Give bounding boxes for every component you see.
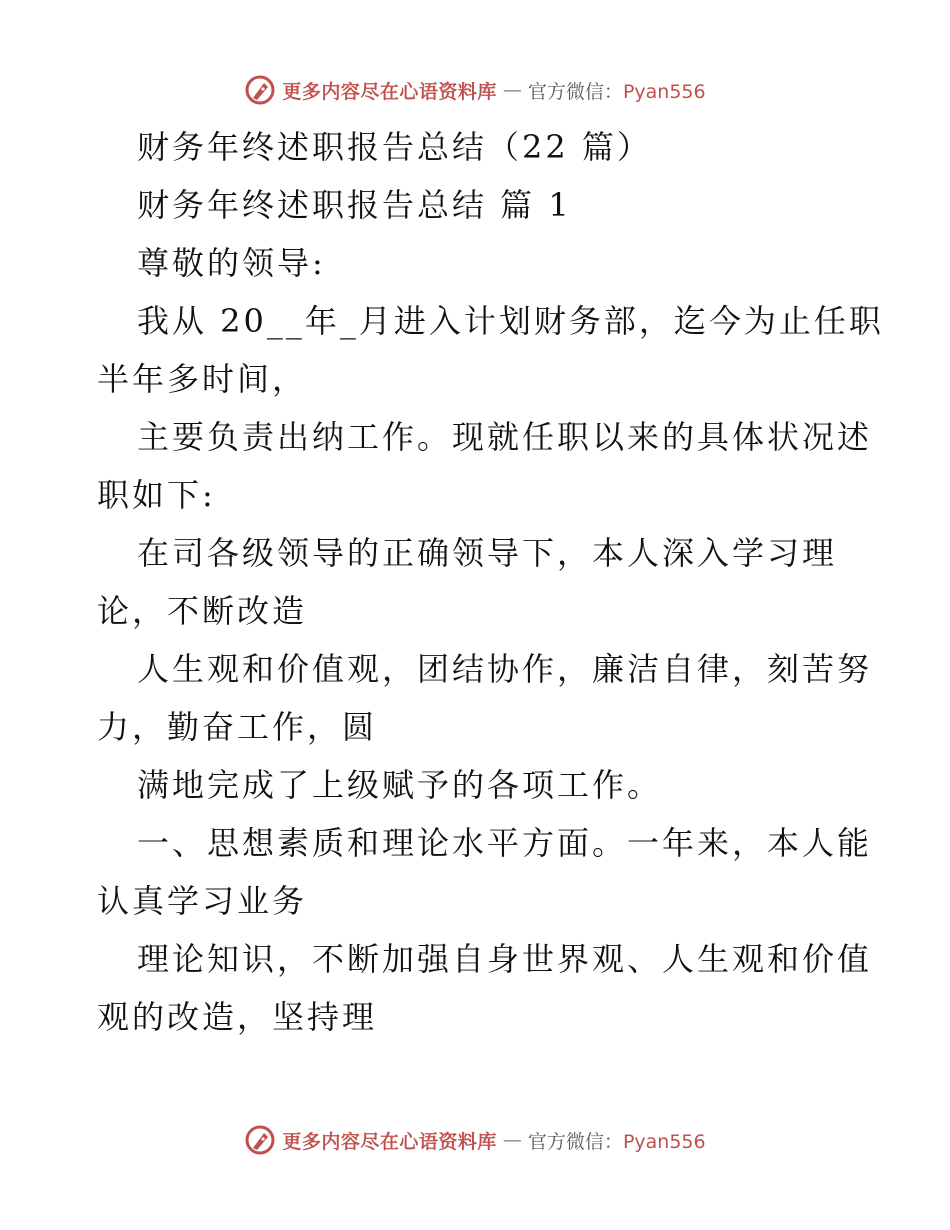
banner-wechat-label: 官方微信： xyxy=(527,80,623,103)
paragraph-line: 我从 20__年_月进入计划财务部，迄今为止任职 xyxy=(137,302,884,340)
pen-nib-circle-icon xyxy=(244,1124,276,1156)
footer-banner xyxy=(0,1120,950,1160)
banner-text: 更多内容尽在心语资料库 xyxy=(282,1130,497,1153)
paragraph-line: 一、思想素质和理论水平方面。一年来，本人能 xyxy=(137,824,873,862)
banner-wechat xyxy=(528,1127,706,1154)
paragraph-line: 认真学习业务 xyxy=(97,882,308,920)
paragraph-line: 理论知识，不断加强自身世界观、人生观和价值 xyxy=(137,940,873,978)
banner-dash: — xyxy=(502,79,522,101)
paragraph-line: 尊敬的领导: xyxy=(137,244,326,282)
paragraph-line: 半年多时间， xyxy=(97,360,308,398)
banner-wechat-id: Pyan556 xyxy=(622,1130,706,1153)
paragraph-line: 观的改造，坚持理 xyxy=(97,998,378,1036)
paragraph-line: 职如下: xyxy=(97,476,216,514)
banner-dash: — xyxy=(502,1129,522,1151)
paragraph-line: 论，不断改造 xyxy=(97,592,308,630)
banner-wechat-id: Pyan556 xyxy=(622,80,706,103)
banner-wechat xyxy=(528,77,706,104)
pen-nib-circle-icon xyxy=(244,74,276,106)
banner-text: 更多内容尽在心语资料库 xyxy=(282,80,497,103)
document-body xyxy=(97,118,884,1046)
paragraph-line: 主要负责出纳工作。现就任职以来的具体状况述 xyxy=(137,418,873,456)
paragraph-line: 人生观和价值观，团结协作，廉洁自律，刻苦努 xyxy=(137,650,873,688)
paragraph-line: 在司各级领导的正确领导下，本人深入学习理 xyxy=(137,534,838,572)
paragraph-line: 力，勤奋工作，圆 xyxy=(97,708,378,746)
document-title: 财务年终述职报告总结（22 篇） xyxy=(137,128,652,166)
header-banner xyxy=(0,70,950,110)
paragraph-line: 满地完成了上级赋予的各项工作。 xyxy=(137,766,663,804)
banner-wechat-label: 官方微信： xyxy=(527,1130,623,1153)
paragraph-line: 财务年终述职报告总结 篇 1 xyxy=(137,186,572,224)
